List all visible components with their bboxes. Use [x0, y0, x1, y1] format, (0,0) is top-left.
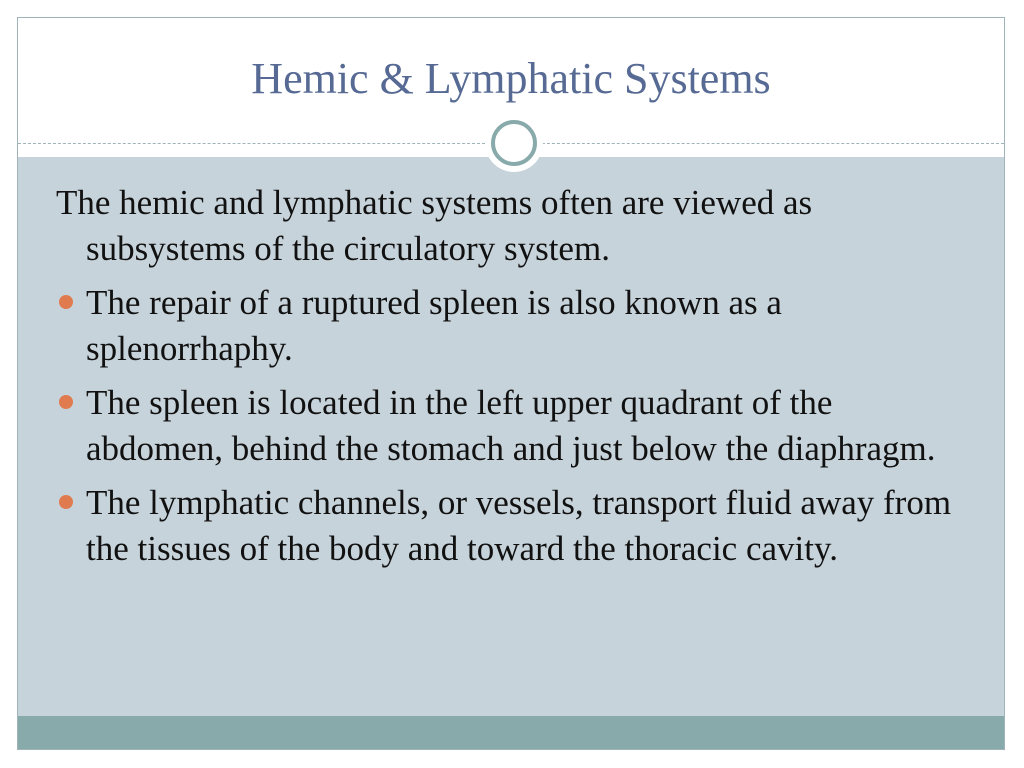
bullet-text: The spleen is located in the left upper quadrant of the abdomen, behind the stomach and just below the diaphragm. — [86, 383, 936, 468]
slide-title: Hemic & Lymphatic Systems — [251, 54, 771, 103]
bullet-dot-icon — [59, 395, 73, 409]
bullet-text: The repair of a ruptured spleen is also known as a splenorrhaphy. — [86, 283, 782, 368]
slide — [17, 17, 1005, 750]
bullet-dot-icon — [59, 495, 73, 509]
footer-band — [18, 716, 1004, 750]
bullet-item — [56, 480, 976, 572]
ring-inner — [491, 120, 537, 166]
intro-paragraph: The hemic and lymphatic systems often are viewed as subsystems of the circulatory system. — [56, 183, 813, 268]
bullet-dot-icon — [59, 295, 73, 309]
slide-body — [56, 180, 976, 580]
bullet-item — [56, 380, 976, 472]
bullet-item — [56, 280, 976, 372]
ring-ornament-icon — [485, 114, 543, 172]
bullet-text: The lymphatic channels, or vessels, transport fluid away from the tissues of the body and toward the thoracic cavity. — [86, 483, 952, 568]
